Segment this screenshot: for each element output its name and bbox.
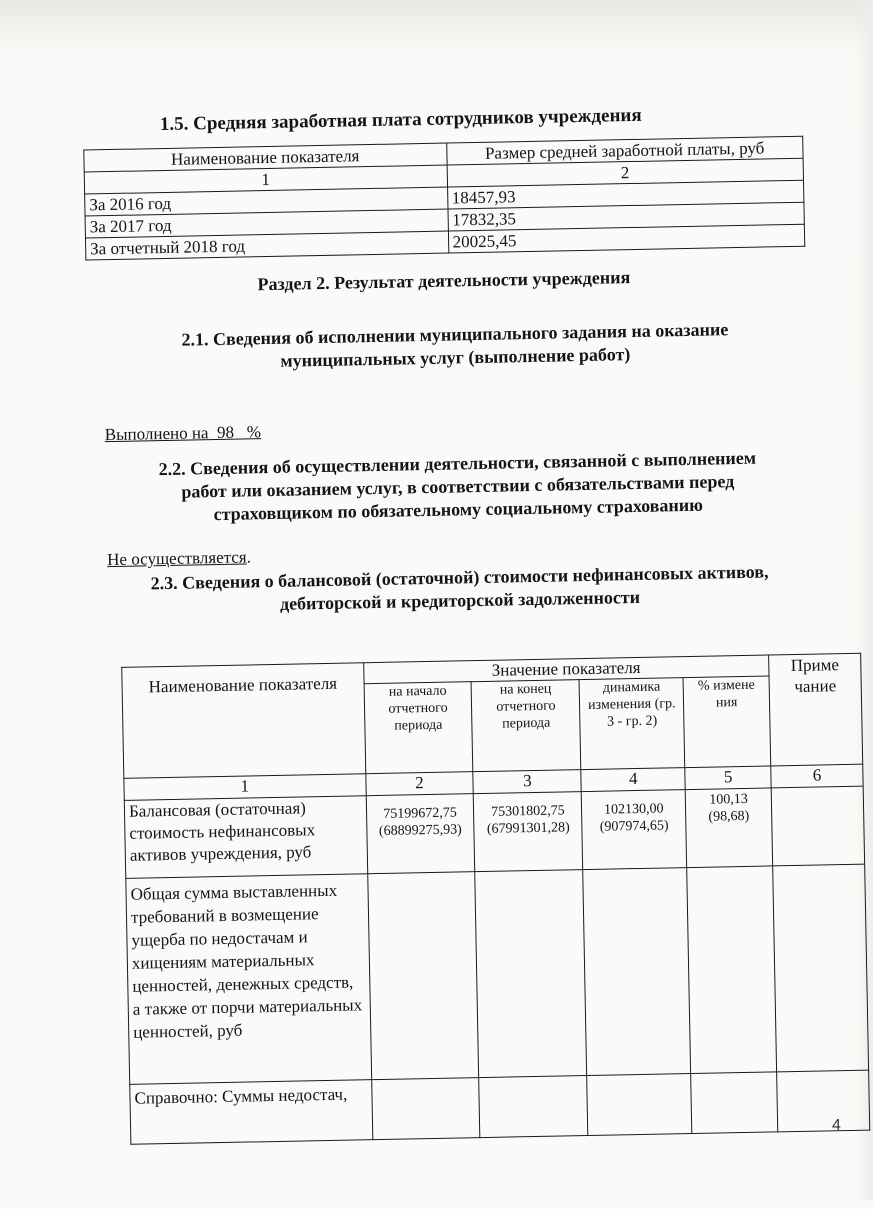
section-1-5-title: 1.5. Средняя заработная плата сотрудников учреждения	[159, 104, 642, 136]
row-label: Общая сумма выставленных требований в возмещение ущерба по недостачам и хищениям материальных ценностей, денежных средств, а также от порчи материальных ценностей, руб	[126, 874, 371, 1085]
header-salary-size: Размер средней заработной платы, руб	[446, 136, 803, 165]
header-value-group: Значение показателя	[363, 655, 769, 684]
row-label: Балансовая (остаточная) стоимость нефинансовых активов учреждения, руб	[124, 796, 367, 879]
row-note	[773, 864, 869, 1072]
row-dynamics-value	[587, 1074, 692, 1136]
section-2-3-title	[99, 559, 820, 619]
header-start-period: на начало отчетного периода	[364, 682, 474, 774]
col-number: 2	[365, 772, 473, 796]
salary-table	[83, 136, 805, 261]
section-2-1-title-line2: муниципальных услуг (выполнение работ)	[280, 344, 631, 371]
balance-table	[121, 653, 870, 1145]
col-number: 5	[685, 766, 771, 790]
section-2-2-title-line1: 2.2. Сведения об осуществлении деятельности, связанной с выполнением	[158, 447, 757, 480]
insurance-result-text: Не осуществляется	[106, 547, 247, 570]
row-percent-value: 100,13 (98,68)	[685, 788, 772, 868]
row-note	[771, 786, 864, 866]
row-value: 17832,35	[448, 202, 805, 231]
header-percent: % измене ния	[683, 676, 771, 768]
col-number: 1	[84, 165, 447, 194]
col-number: 3	[473, 770, 581, 794]
header-dynamics: динамика изменения (гр. 3 - гр. 2)	[579, 678, 685, 770]
row-start-value	[371, 1078, 480, 1140]
row-percent-value	[691, 1072, 778, 1134]
row-dynamics-value	[583, 868, 691, 1076]
section-2-1-title-line1: 2.1. Сведения об исполнении муниципального задания на оказание	[181, 319, 729, 350]
col-number: 6	[771, 764, 863, 788]
insurance-result	[107, 547, 251, 570]
header-end-period: на конец отчетного периода	[471, 680, 581, 772]
row-note	[777, 1070, 870, 1132]
col-number: 4	[581, 768, 685, 792]
section-2-3-title-line1: 2.3. Сведения о балансовой (остаточной) стоимости нефинансовых активов,	[150, 561, 769, 594]
page-number: 4	[832, 1117, 841, 1134]
row-end-value: 75301802,75 (67991301,28)	[474, 792, 583, 872]
row-percent-value	[687, 866, 777, 1074]
col-number: 1	[124, 774, 366, 801]
header-indicator-name: Наименование показателя	[84, 143, 447, 172]
execution-result: Выполнено на 98 %	[104, 422, 262, 445]
header-note: Приме чание	[769, 653, 863, 766]
table-row	[126, 864, 869, 1084]
row-value: 20025,45	[448, 224, 805, 253]
table-row	[124, 786, 864, 878]
row-end-value	[475, 870, 587, 1078]
row-value: 18457,93	[447, 180, 804, 209]
row-label: За 2016 год	[85, 187, 448, 216]
section-2-title: Раздел 2. Результат деятельности учреждения	[257, 267, 631, 295]
table-row	[130, 1070, 870, 1144]
section-2-2-title-line3: страховщиком по обязательному социальному страхованию	[213, 494, 704, 525]
row-label: За 2017 год	[85, 209, 448, 238]
section-2-2-title-line2: работ или оказанием услуг, в соответствии с обязательствами перед	[181, 471, 735, 502]
insurance-result-suffix: .	[246, 547, 252, 567]
row-label: Справочно: Суммы недостач,	[130, 1080, 373, 1145]
row-start-value	[367, 872, 479, 1080]
col-number: 2	[447, 158, 804, 187]
row-end-value	[479, 1076, 588, 1138]
header-indicator-name: Наименование показателя	[122, 663, 366, 779]
row-start-value: 75199672,75 (68899275,93)	[366, 794, 475, 874]
row-dynamics-value: 102130,00 (907974,65)	[582, 790, 687, 870]
section-2-3-title-line2: дебиторской и кредиторской задолженности	[279, 586, 641, 614]
section-2-1-title	[105, 317, 806, 376]
section-2-2-title	[97, 446, 818, 529]
row-label: За отчетный 2018 год	[85, 231, 448, 260]
